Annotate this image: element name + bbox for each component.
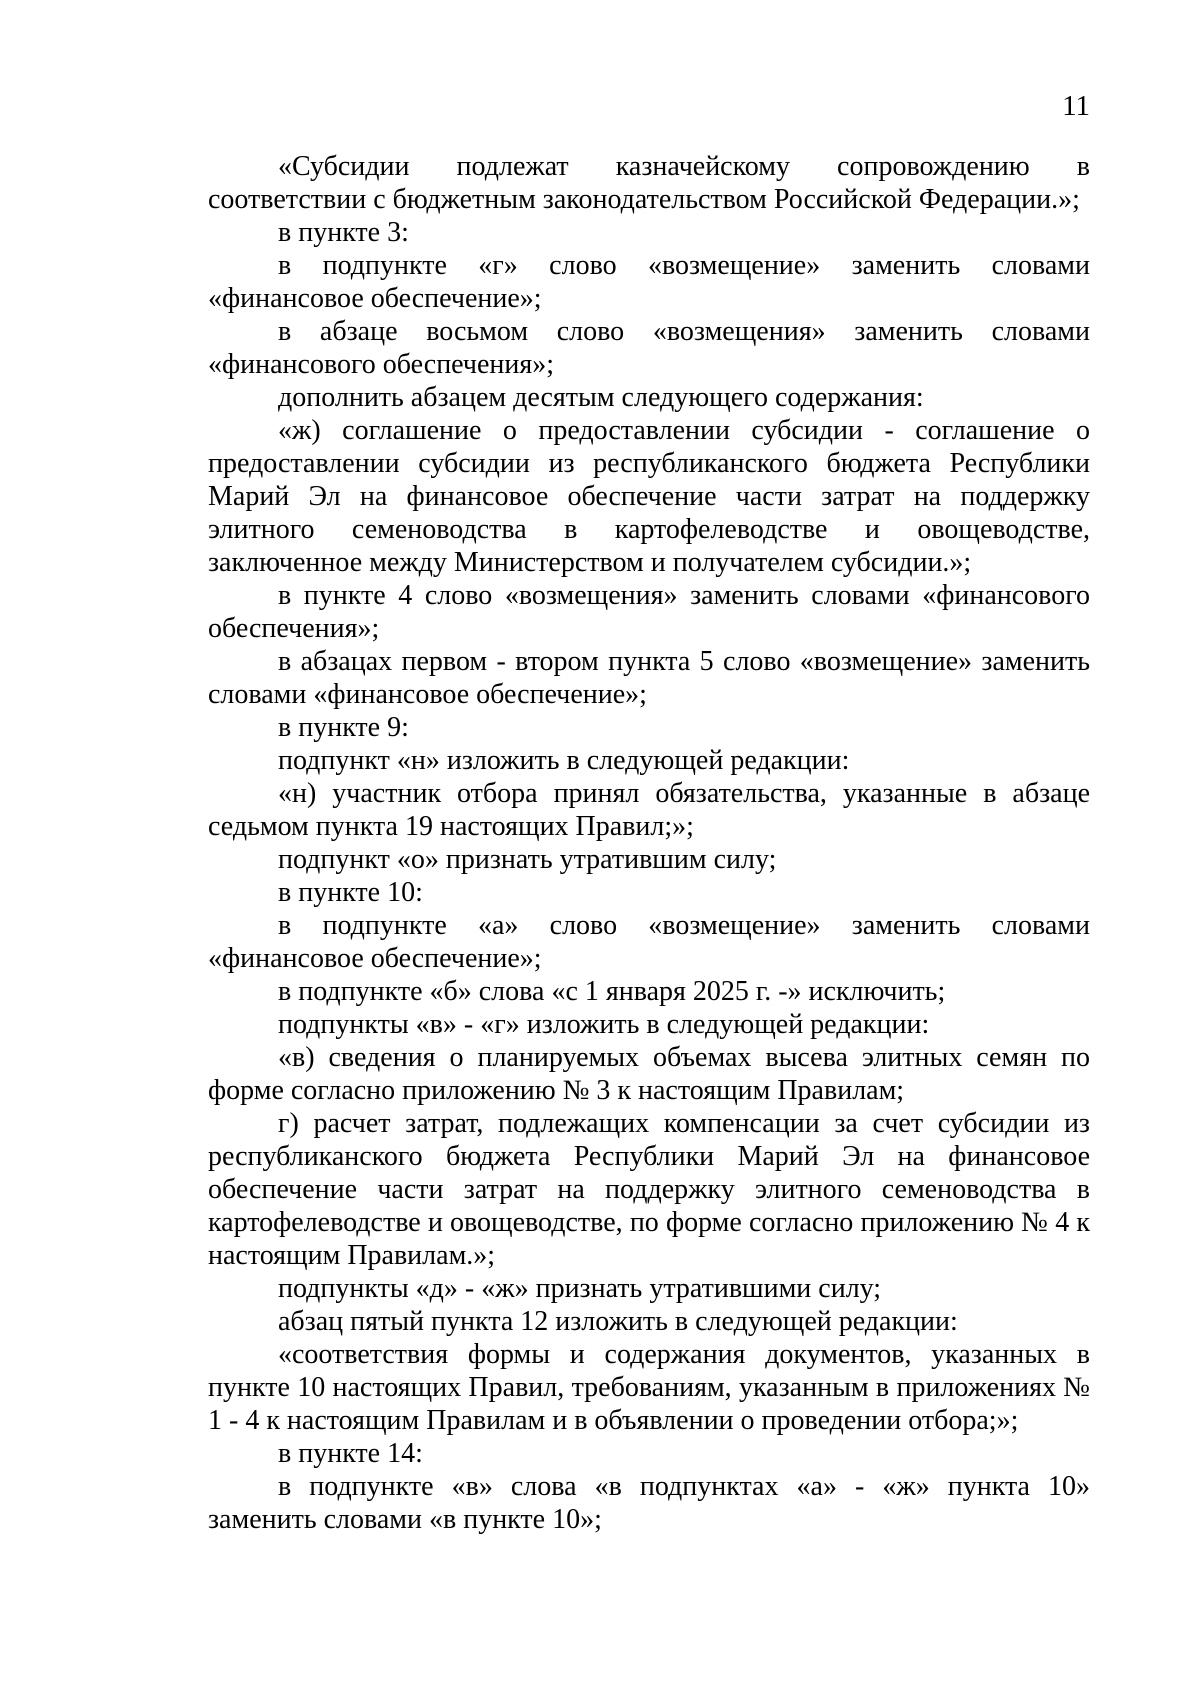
paragraph: подпункты «д» - «ж» признать утратившими силу; [278,1273,882,1304]
paragraph: в пункте 9: [278,712,409,743]
page-number: 11 [1062,90,1090,122]
paragraph: г) расчет затрат, подлежащих компенсации за счет субсидии из республиканского бюджета Республики Марий Эл на финансовое обеспечение части затрат на поддержку элитного семеноводства в картофелеводстве и овощеводстве, по форме согласно приложению № 4 к настоящим Правилам.»; [208,1108,1090,1271]
paragraph: абзац пятый пункта 12 изложить в следующей редакции: [278,1306,958,1337]
paragraph: в подпункте «а» слово «возмещение» заменить словами «финансовое обеспечение»; [208,910,1090,974]
paragraph: «н) участник отбора принял обязательства, указанные в абзаце седьмом пункта 19 настоящих Правил;»; [208,778,1090,842]
paragraph: «соответствия формы и содержания документов, указанных в пункте 10 настоящих Правил, требованиям, указанным в приложениях № 1 - 4 к настоящим Правилам и в объявлении о проведении отбора;»; [208,1339,1090,1436]
paragraph: «ж) соглашение о предоставлении субсидии - соглашение о предоставлении субсидии из республиканского бюджета Республики Марий Эл на финансовое обеспечение части затрат на поддержку элитного семеноводства в картофелеводстве и овощеводстве, заключенное между Министерством и получателем субсидии.»; [208,415,1090,578]
paragraph: в пункте 10: [278,877,423,908]
paragraph: в пункте 14: [278,1438,423,1469]
document-body [208,150,1090,1536]
paragraph: в пункте 3: [278,217,409,248]
paragraph: в подпункте «г» слово «возмещение» заменить словами «финансовое обеспечение»; [208,250,1090,314]
paragraph: «Субсидии подлежат казначейскому сопровождению в соответствии с бюджетным законодательством Российской Федерации.»; [208,151,1090,215]
paragraph: дополнить абзацем десятым следующего содержания: [278,382,924,413]
paragraph: в абзаце восьмом слово «возмещения» заменить словами «финансового обеспечения»; [208,316,1090,380]
paragraph: в подпункте «б» слова «с 1 января 2025 г. -» исключить; [278,976,946,1007]
paragraph: подпункт «о» признать утратившим силу; [278,844,777,875]
paragraph: в абзацах первом - втором пункта 5 слово «возмещение» заменить словами «финансовое обеспечение»; [208,646,1090,710]
paragraph: «в) сведения о планируемых объемах высева элитных семян по форме согласно приложению № 3 к настоящим Правилам; [208,1042,1090,1106]
paragraph: в пункте 4 слово «возмещения» заменить словами «финансового обеспечения»; [208,580,1090,644]
paragraph: подпункты «в» - «г» изложить в следующей редакции: [278,1009,930,1040]
paragraph: в подпункте «в» слова «в подпунктах «а» - «ж» пункта 10» заменить словами «в пункте 10»; [208,1471,1090,1535]
paragraph: подпункт «н» изложить в следующей редакции: [278,745,850,776]
